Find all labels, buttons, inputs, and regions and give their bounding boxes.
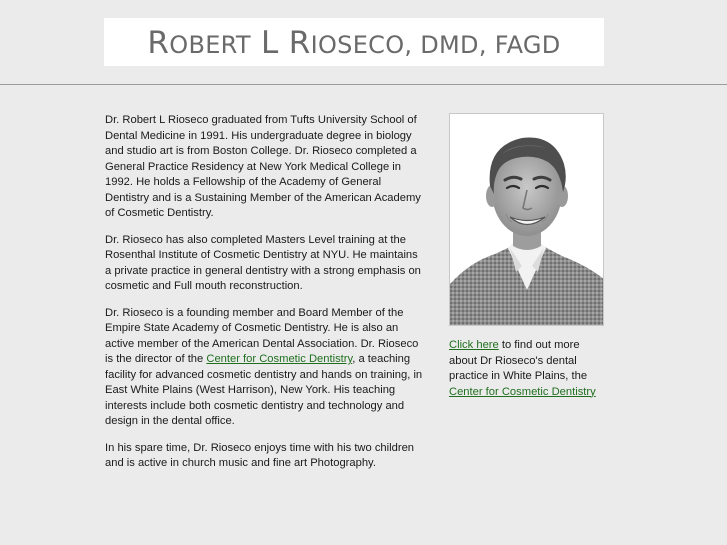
click-here-link[interactable]: Click here bbox=[449, 339, 499, 351]
bio-column bbox=[105, 113, 423, 483]
portrait-illustration bbox=[450, 114, 604, 326]
doctor-portrait-photo bbox=[449, 113, 604, 326]
site-title-box[interactable] bbox=[104, 18, 604, 66]
bio-paragraph-personal: In his spare time, Dr. Rioseco enjoys time with his two children and is active in church music and fine art Photography. bbox=[105, 441, 415, 469]
site-title: ROBERT L RIOSECO, DMD, FAGD bbox=[147, 24, 561, 61]
center-for-cosmetic-dentistry-sidebar-link[interactable]: Center for Cosmetic Dentistry bbox=[449, 385, 596, 398]
center-for-cosmetic-dentistry-link[interactable]: Center for Cosmetic Dentistry bbox=[206, 353, 353, 365]
practice-info-sidebar: Click here to find out more about Dr Rioseco's dental practice in White Plains, the Center for Cosmetic Dentistry bbox=[449, 339, 596, 398]
bio-paragraph-education: Dr. Robert L Rioseco graduated from Tufts University School of Dental Medicine in 1991. His undergraduate degree in biology and studio art is from Boston College. Dr. Rioseco completed a General Practice Residency at New York Medical College in 1992. He holds a Fellowship of the Academy of General Dentistry and is a Sustaining Member of the American Academy of Cosmetic Dentistry. bbox=[105, 114, 421, 219]
bio-paragraph-memberships: Dr. Rioseco is a founding member and Board Member of the Empire State Academy of Cosmetic Dentistry. He is also an active member of the American Dental Association. Dr. Rioseco is the director of the Center for Cosmetic Dentistry, a teaching facility for advanced cosmetic dentistry and hands on training, in East White Plains (West Harrison), New York. His teaching interests include both cosmetic dentistry and technology and design in the dental office. bbox=[105, 306, 423, 427]
bio-paragraph-training: Dr. Rioseco has also completed Masters Level training at the Rosenthal Institute of Cosmetic Dentistry at NYU. He maintains a private practice in general dentistry with a strong emphasis on cosmetic and Full mouth reconstruction. bbox=[105, 233, 421, 292]
